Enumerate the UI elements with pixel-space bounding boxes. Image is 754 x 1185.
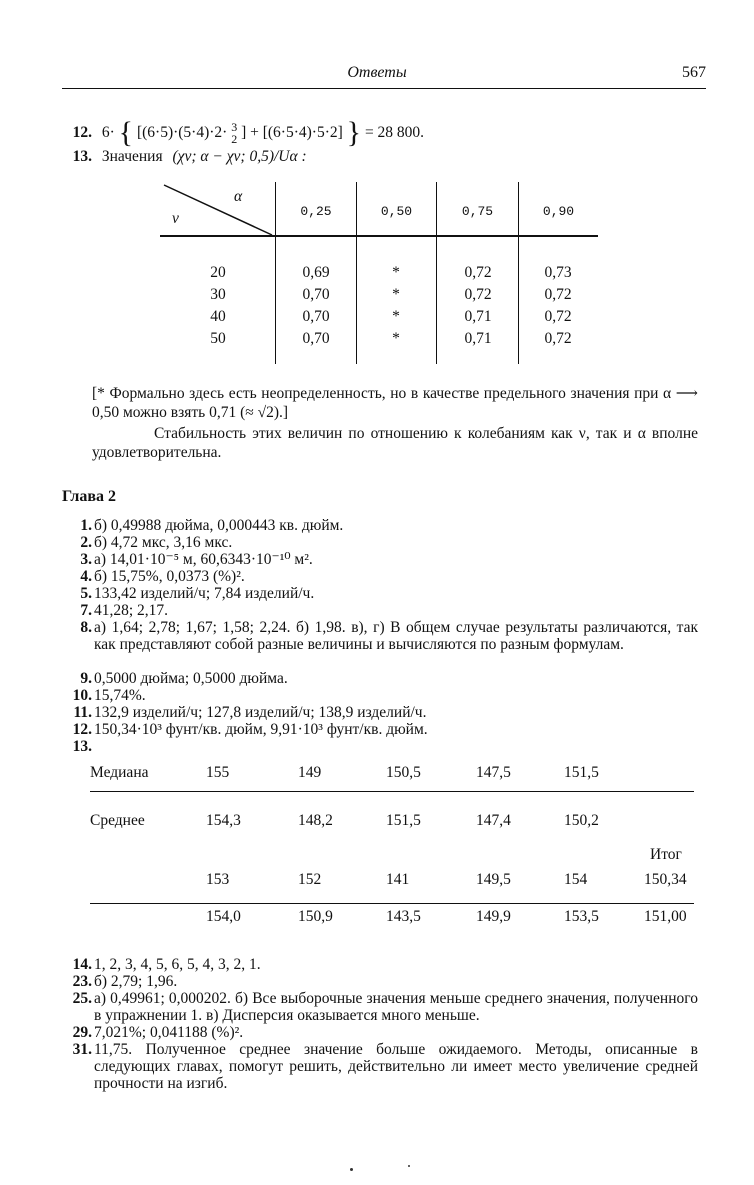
problem-12-expr-start: 6· xyxy=(101,124,115,141)
nu-value: 50 xyxy=(210,330,226,347)
answer-item xyxy=(62,956,698,974)
answer-number: 25. xyxy=(72,990,92,1007)
median-value: 147,5 xyxy=(476,764,511,781)
table-cell: 0,72 xyxy=(464,286,492,303)
col-header: 0,25 xyxy=(300,204,332,219)
answer-item xyxy=(62,551,698,569)
answer-item xyxy=(62,687,698,705)
answer-text: 7,021%; 0,041188 (%)². xyxy=(94,1024,244,1041)
answer-text: б) 4,72 мкс, 3,16 мкс. xyxy=(94,534,233,551)
problem-13-formula: (χν; α − χν; 0,5)/Uα : xyxy=(172,148,307,165)
answer-item xyxy=(62,585,698,603)
third-row-value: 152 xyxy=(298,871,322,888)
answer-text: 11,75. Полученное среднее значение больше ожидаемого. Методы, описанные в следующих главах, помогут решить, действительно ли имеет место увеличение средней прочности на изгиб. xyxy=(94,1041,698,1092)
answer-text: 1, 2, 3, 4, 5, 6, 5, 4, 3, 2, 1. xyxy=(94,956,261,973)
answer-text: 41,28; 2,17. xyxy=(94,602,169,619)
answer-item xyxy=(62,704,698,722)
answer-number: 4. xyxy=(80,568,92,585)
sum-value: 153,5 xyxy=(564,908,599,925)
problem-13-label: Значения xyxy=(101,148,163,165)
answer-number: 8. xyxy=(80,619,92,636)
answer-number: 7. xyxy=(80,602,92,619)
table-cell: 0,69 xyxy=(302,264,330,281)
answer-item xyxy=(62,568,698,586)
sum-value: 154,0 xyxy=(206,908,241,925)
table-cell: 0,72 xyxy=(464,264,492,281)
total-label: Итог xyxy=(650,846,682,863)
answer-number: 3. xyxy=(80,551,92,568)
mean-value: 150,2 xyxy=(564,812,599,829)
third-row-value: 150,34 xyxy=(644,871,687,888)
table-cell: 0,72 xyxy=(544,330,572,347)
median-value: 149 xyxy=(298,764,322,781)
binomial xyxy=(231,121,237,145)
mean-value: 147,4 xyxy=(476,812,511,829)
answer-number: 29. xyxy=(72,1024,92,1041)
third-row-value: 141 xyxy=(386,871,410,888)
mean-value: 151,5 xyxy=(386,812,421,829)
answer-text: б) 2,79; 1,96. xyxy=(94,973,178,990)
brace-open: { xyxy=(118,116,134,149)
answer-item xyxy=(62,990,698,1024)
third-row-value: 149,5 xyxy=(476,871,511,888)
table-cell: 0,70 xyxy=(302,330,330,347)
sum-value: 151,00 xyxy=(644,908,687,925)
answer-item xyxy=(62,517,698,535)
page-speck xyxy=(350,1168,353,1171)
brace-close: } xyxy=(346,116,362,149)
answer-item xyxy=(62,973,698,991)
answer-text: 0,5000 дюйма; 0,5000 дюйма. xyxy=(94,670,288,687)
table-cell: * xyxy=(392,286,400,303)
table-rule xyxy=(90,903,694,904)
binomial-top: 3 xyxy=(231,120,238,135)
nu-value: 30 xyxy=(210,286,226,303)
mean-value: 154,3 xyxy=(206,812,241,829)
stability-note: Стабильность этих величин по отношению к колебаниям как ν, так и α вполне удовлетворительна. xyxy=(92,425,698,461)
answer-item xyxy=(62,602,698,620)
answer-item xyxy=(62,721,698,739)
answer-number: 10. xyxy=(72,687,92,704)
median-value: 150,5 xyxy=(386,764,421,781)
table-cell: * xyxy=(392,308,400,325)
corner-nu-label: ν xyxy=(172,210,179,227)
table-cell: 0,73 xyxy=(544,264,572,281)
problem-12-part2: ] + [(6·5·4)·5·2] xyxy=(241,124,343,141)
table-rule xyxy=(90,791,694,792)
third-row-value: 153 xyxy=(206,871,230,888)
answer-number: 9. xyxy=(80,670,92,687)
sum-value: 149,9 xyxy=(476,908,511,925)
answer-number: 23. xyxy=(72,973,92,990)
col-header: 0,75 xyxy=(461,204,494,219)
footnote-note: [* Формально здесь есть неопределенность, но в качестве предельного значения при α ⟶ 0,50 можно взять 0,71 (≈ √2).] xyxy=(92,385,698,421)
third-row-value: 154 xyxy=(564,871,588,888)
table-cell: 0,70 xyxy=(302,308,330,325)
corner-alpha-label: α xyxy=(234,188,243,205)
answer-text: а) 0,49961; 0,000202. б) Все выборочные значения меньше среднего значения, полученного в упражнении 1. в) Дисперсия оказывается много меньше. xyxy=(94,990,698,1024)
binomial-bottom: 2 xyxy=(231,132,238,147)
problem-12-part1: [(6·5)·(5·4)·2· xyxy=(136,124,228,141)
answer-text: б) 15,75%, 0,0373 (%)². xyxy=(94,568,245,585)
answer-item xyxy=(62,670,698,688)
table-cell: 0,72 xyxy=(544,286,572,303)
answer-number: 11. xyxy=(73,704,92,721)
answer-text: 150,34·10³ фунт/кв. дюйм, 9,91·10³ фунт/кв. дюйм. xyxy=(94,721,428,738)
answer-text: а) 14,01·10⁻⁵ м, 60,6343·10⁻¹⁰ м². xyxy=(94,551,313,568)
answer-number: 31. xyxy=(72,1041,92,1058)
table-header-rule xyxy=(160,235,598,237)
header-rule xyxy=(62,88,706,89)
answer-text: б) 0,49988 дюйма, 0,000443 кв. дюйм. xyxy=(94,517,344,534)
answer-number: 5. xyxy=(80,585,92,602)
problem-12 xyxy=(62,116,424,150)
chapter-heading: Глава 2 xyxy=(62,488,116,505)
answer-text: 132,9 изделий/ч; 127,8 изделий/ч; 138,9 изделий/ч. xyxy=(94,704,427,721)
row-label-median: Медиана xyxy=(90,764,149,781)
table-cell: 0,72 xyxy=(544,308,572,325)
values-table xyxy=(160,182,598,364)
sum-value: 150,9 xyxy=(298,908,333,925)
col-header: 0,50 xyxy=(380,204,413,219)
row-label-mean: Среднее xyxy=(90,812,145,829)
table-cell: 0,70 xyxy=(302,286,330,303)
problem-13-number: 13. xyxy=(72,148,92,165)
median-value: 151,5 xyxy=(564,764,599,781)
answer-text: 15,74%. xyxy=(94,687,146,704)
answer-text: а) 1,64; 2,78; 1,67; 1,58; 2,24. б) 1,98. в), г) В общем случае результаты различаются, так как представляют собой разные величины и вычисляются по разным формулам. xyxy=(94,619,698,653)
sum-value: 143,5 xyxy=(386,908,421,925)
problem-12-result: = 28 800. xyxy=(364,124,425,141)
answer-number: 12. xyxy=(72,721,92,738)
problem-12-number: 12. xyxy=(72,124,92,141)
answer-item xyxy=(62,619,698,653)
table-cell: * xyxy=(392,330,400,347)
answer-number: 14. xyxy=(72,956,92,973)
table-cell: * xyxy=(392,264,400,281)
problem-13 xyxy=(62,148,307,166)
answer-item xyxy=(62,1041,698,1092)
page-number: 567 xyxy=(682,64,706,81)
running-header-title: Ответы xyxy=(347,64,407,81)
answer-text: 133,42 изделий/ч; 7,84 изделий/ч. xyxy=(94,585,315,602)
table-cell: 0,71 xyxy=(464,308,492,325)
answer-item xyxy=(62,1024,698,1042)
answer-number: 2. xyxy=(80,534,92,551)
table-cell: 0,71 xyxy=(464,330,492,347)
nu-value: 20 xyxy=(210,264,226,281)
answer-number: 1. xyxy=(80,517,92,534)
page-speck xyxy=(408,1165,410,1167)
median-value: 155 xyxy=(206,764,230,781)
nu-value: 40 xyxy=(210,308,226,325)
answer-item xyxy=(62,534,698,552)
mean-value: 148,2 xyxy=(298,812,333,829)
col-header: 0,90 xyxy=(542,204,575,219)
answer-number: 13. xyxy=(72,738,92,755)
answer-item xyxy=(62,738,698,756)
